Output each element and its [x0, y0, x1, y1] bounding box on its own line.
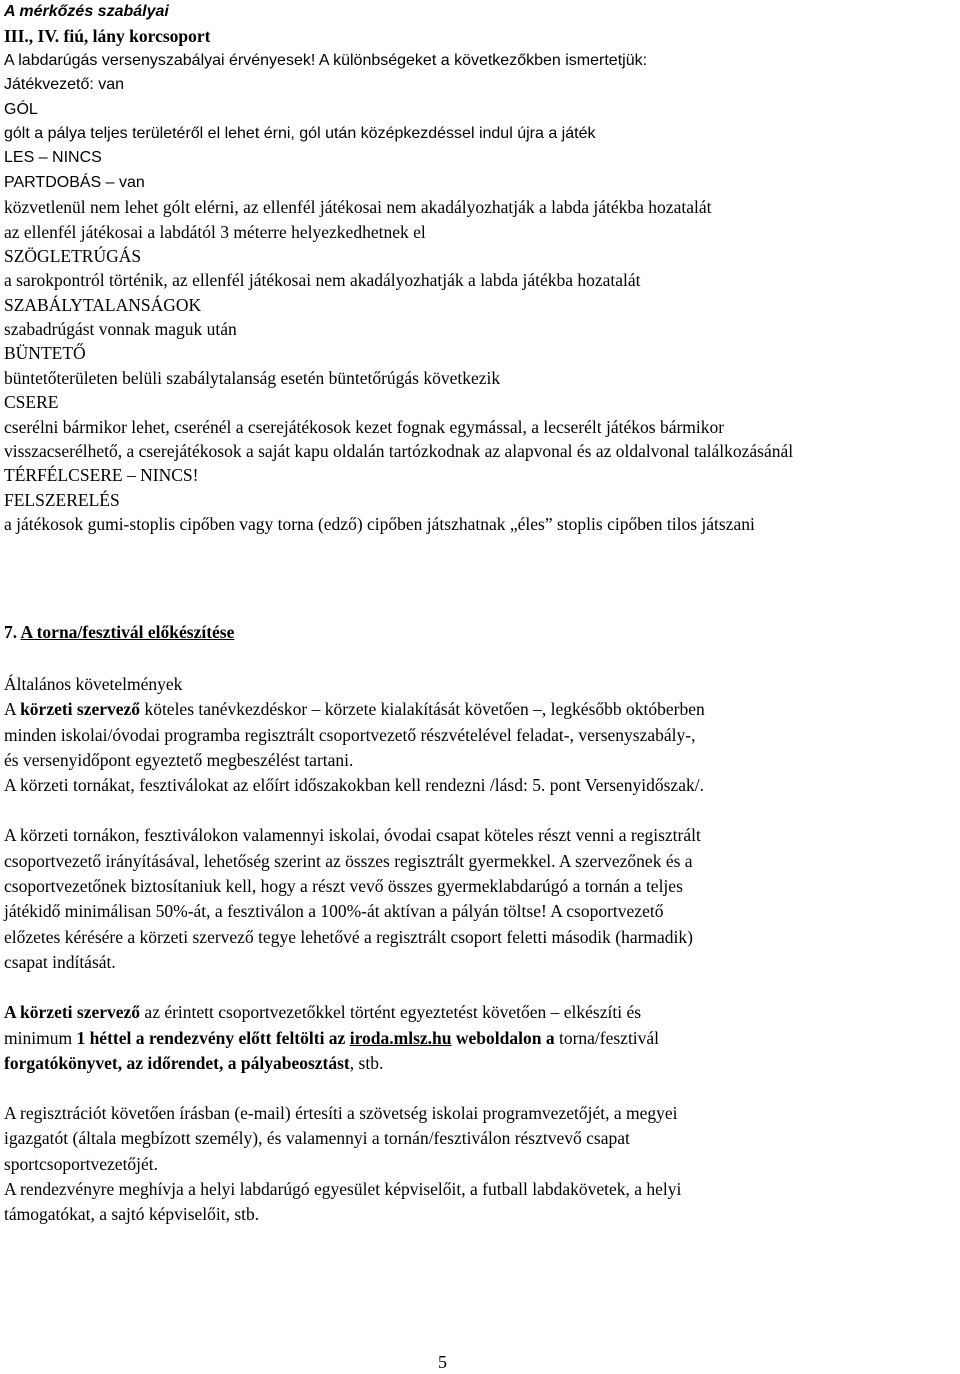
p3-text-minimum: minimum [4, 1027, 77, 1048]
p4-line-3: sportcsoportvezetőjét. [4, 1153, 159, 1174]
half-change-line: TÉRFÉLCSERE – NINCS! [4, 465, 199, 486]
goal-heading: GÓL [4, 100, 38, 118]
throw-in-heading: PARTDOBÁS – van [4, 173, 145, 191]
equipment-text: a játékosok gumi-stoplis cipőben vagy torna (edző) cipőben játszhatnak „éles” stoplis cipőben tilos játszani [4, 514, 755, 535]
requirements-heading: Általános követelmények [4, 674, 183, 694]
corner-text: a sarokpontról történik, az ellenfél játékosai nem akadályozhatják a labda játékba hozatalát [4, 270, 641, 291]
throw-in-text-2: az ellenfél játékosai a labdától 3 méterre helyezkedhetnek el [4, 221, 426, 242]
penalty-heading: BÜNTETŐ [4, 343, 86, 364]
p1-bold-organizer: körzeti szervező [20, 699, 141, 720]
p3-bold-organizer: A körzeti szervező [4, 1002, 141, 1023]
p3-text-torna: torna/fesztivál [554, 1027, 660, 1048]
section-7-heading [4, 620, 234, 644]
offside-line: LES – NINCS [4, 149, 102, 167]
rules-intro: A labdarúgás versenyszabályai érvényesek! A különbségeket a következőkben ismertetjük: [4, 51, 648, 69]
p5-line-2: támogatókat, a sajtó képviselőit, stb. [4, 1204, 260, 1225]
p1-line-2: minden iskolai/óvodai programba regisztrált csoportvezető részvételével feladat-, versenyszabály-, [4, 724, 696, 745]
p1-line-1 [4, 697, 954, 722]
goal-text: gólt a pálya teljes területéről el lehet érni, gól után középkezdéssel indul újra a játék [4, 124, 596, 142]
section-7-body [4, 672, 954, 1228]
p3-line-2 [4, 1026, 954, 1051]
p1-text-a: A [4, 699, 21, 720]
throw-in-text-1: közvetlenül nem lehet gólt elérni, az ellenfél játékosai nem akadályozhatják a labda játékba hozatalát [4, 197, 712, 218]
p5-line-1: A rendezvényre meghívja a helyi labdarúgó egyesület képviselőit, a futball labdakövetek, a helyi [4, 1179, 682, 1200]
corner-heading: SZÖGLETRÚGÁS [4, 245, 142, 266]
p4-line-2: igazgatót (általa megbízott személy), és valamennyi a tornán/fesztiválon résztvevő csapat [4, 1128, 630, 1149]
p3-line-1 [4, 1000, 954, 1025]
substitution-heading: CSERE [4, 392, 59, 413]
document-page [4, 0, 954, 1225]
spacer [4, 798, 954, 823]
fouls-text: szabadrúgást vonnak maguk után [4, 319, 237, 340]
substitution-text-1: cserélni bármikor lehet, cserénél a cserejátékosok kezet fognak egymással, a lecserélt játékos bármikor [4, 416, 725, 437]
p1-line-3: és versenyidőpont egyeztető megbeszélést tartani. [4, 749, 354, 770]
p2-line-2: csoportvezető irányításával, lehetőség szerint az összes regisztrált gyermekkel. A szervezőnek és a [4, 850, 693, 871]
spacer [4, 1076, 954, 1101]
spacer [4, 975, 954, 1000]
p3-text-b: az érintett csoportvezetőkkel történt egyeztetést követően – elkészíti és [140, 1002, 642, 1023]
p3-text-etc: , stb. [349, 1052, 384, 1073]
p2-line-4: játékidő minimálisan 50%-át, a fesztiválon a 100%-át aktívan a pályán töltse! A csoportvezető [4, 901, 664, 922]
section-7-title: A torna/fesztivál előkészítése [20, 622, 235, 642]
age-group-heading: III., IV. fiú, lány korcsoport [4, 26, 211, 47]
p4-line-1: A regisztrációt követően írásban (e-mail) értesíti a szövetség iskolai programvezetőjét, a megyei [4, 1103, 678, 1124]
equipment-heading: FELSZERELÉS [4, 489, 120, 510]
p2-line-3: csoportvezetőnek biztosítaniuk kell, hogy a részt vevő összes gyermeklabdarúgó a tornán a teljes [4, 876, 683, 897]
p3-bold-website: weboldalon a [451, 1027, 555, 1048]
p3-bold-deadline: 1 héttel a rendezvény előtt feltölti az [76, 1027, 350, 1048]
p1-text-c: köteles tanévkezdéskor – körzete kialakítását követően –, legkésőbb októberben [140, 699, 705, 720]
substitution-text-2: visszacserélhető, a cserejátékosok a saját kapu oldalán tartózkodnak az alapvonal és az oldalvonal találkozásánál [4, 441, 794, 462]
p2-line-1: A körzeti tornákon, fesztiválokon valamennyi iskolai, óvodai csapat köteles részt venni a regisztrált [4, 825, 701, 846]
p2-line-6: csapat indítását. [4, 951, 116, 972]
p1-line-4: A körzeti tornákat, fesztiválokat az előírt időszakokban kell rendezni /lásd: 5. pont Versenyidőszak/. [4, 775, 704, 796]
fouls-heading: SZABÁLYTALANSÁGOK [4, 294, 202, 315]
section-title: A mérkőzés szabályai [4, 3, 169, 20]
penalty-text: büntetőterületen belüli szabálytalanság esetén büntetőrúgás következik [4, 367, 501, 388]
referee-line: Játékvezető: van [4, 76, 125, 94]
p3-line-3 [4, 1051, 954, 1076]
page-number: 5 [438, 1352, 447, 1372]
p3-bold-schedule: forgatókönyvet, az időrendet, a pályabeosztást [4, 1052, 350, 1073]
iroda-mlsz-link[interactable]: iroda.mlsz.hu [349, 1027, 452, 1048]
p2-line-5: előzetes kérésére a körzeti szervező tegye lehetővé a regisztrált csoport feletti második (harmadik) [4, 926, 693, 947]
section-number: 7. [4, 622, 18, 642]
